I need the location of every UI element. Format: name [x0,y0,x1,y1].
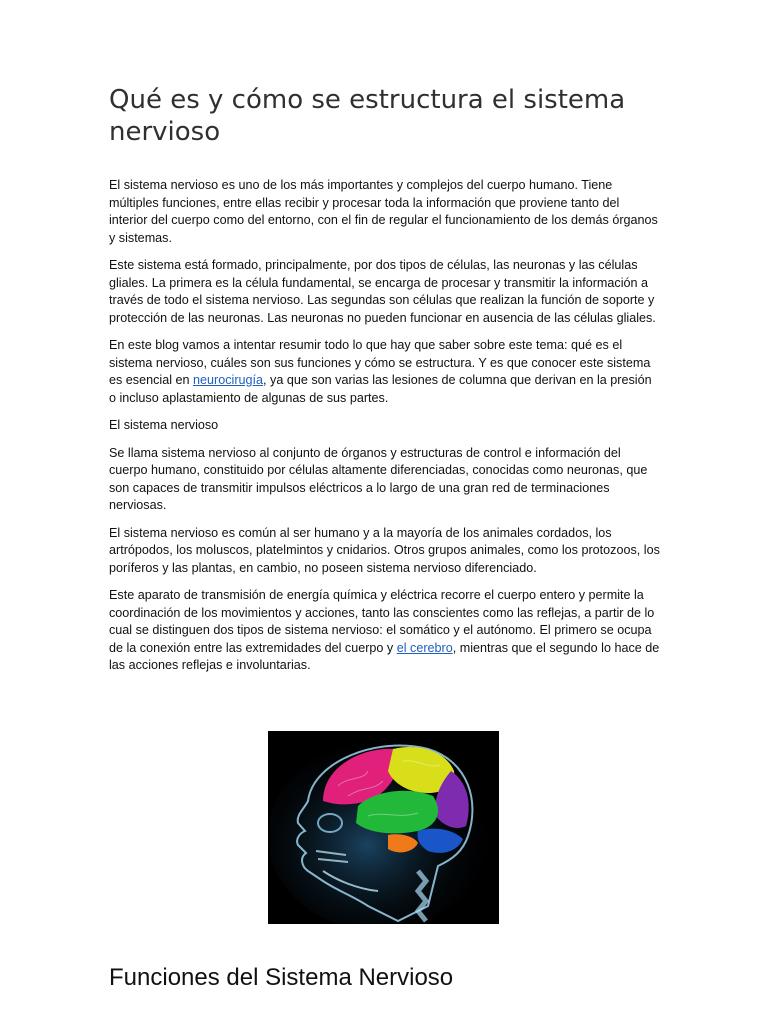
paragraph-intro: El sistema nervioso es uno de los más importantes y complejos del cuerpo humano. Tiene múltiples funciones, entre ellas recibir y procesar toda la información que proviene tanto del interior del cuerpo como del entorno, con el fin de regular el funcionamiento de los demás órganos y sistemas. [109,178,658,245]
paragraph-transmission-text-b: , mientras que el segundo lo hace de las acciones reflejas e involuntarias. [109,640,660,672]
paragraph-animals: El sistema nervioso es común al ser humano y a la mayoría de los animales cordados, los artrópodos, los moluscos, platelmintos y cnidarios. Otros grupos animales, como los protozoos, los poríferos y las plantas, en cambio, no poseen sistema nervioso diferenciado. [109,525,660,575]
cerebro-link[interactable]: el cerebro [396,640,453,655]
document-body [109,177,661,685]
paragraph-blog-text-b: , ya que son varias las lesiones de columna que derivan en la presión o incluso aplastamiento de algunas de sus partes. [109,373,652,405]
paragraph-heading-sistema: El sistema nervioso [109,418,219,432]
paragraph-definition: Se llama sistema nervioso al conjunto de órganos y estructuras de control e información del cuerpo humano, constituido por células altamente diferenciadas, conocidas como neuronas, que son capaces de transmitir impulsos eléctricos a lo largo de una gran red de terminaciones nerviosas. [109,445,648,512]
section-heading-funciones: Funciones del Sistema Nervioso [109,964,454,991]
page-title: Qué es y cómo se estructura el sistema nervioso [109,85,626,147]
paragraph-cells: Este sistema está formado, principalmente, por dos tipos de células, las neuronas y las células gliales. La primera es la célula fundamental, se encarga de procesar y transmitir la información a través de todo el sistema nervioso. Las segundas son células que realizan la función de soporte y protección de las neuronas. Las neuronas no pueden funcionar en ausencia de las células gliales. [109,258,656,325]
neurocirugia-link[interactable]: neurocirugía [193,373,264,387]
paragraph-blog-text-a: En este blog vamos a intentar resumir todo lo que hay que saber sobre este tema: qué es el sistema nervioso, cuáles son sus funciones y cómo se estructura. Y es que conocer este sistema es esencial en [109,338,651,387]
brain-xray-image [268,731,499,924]
paragraph-transmission-text-a: Este aparato de transmisión de energía química y eléctrica recorre el cuerpo entero y permite la coordinación de los movimientos y acciones, tanto las conscientes como las reflejas, a partir de lo cual se distinguen dos tipos de sistema nervioso: el somático y el autónomo. El primero se ocupa de la conexión entre las extremidades del cuerpo y [109,588,655,655]
paragraph-transmission [109,587,661,675]
paragraph-blog [109,337,661,407]
xray-head-icon [268,731,499,924]
